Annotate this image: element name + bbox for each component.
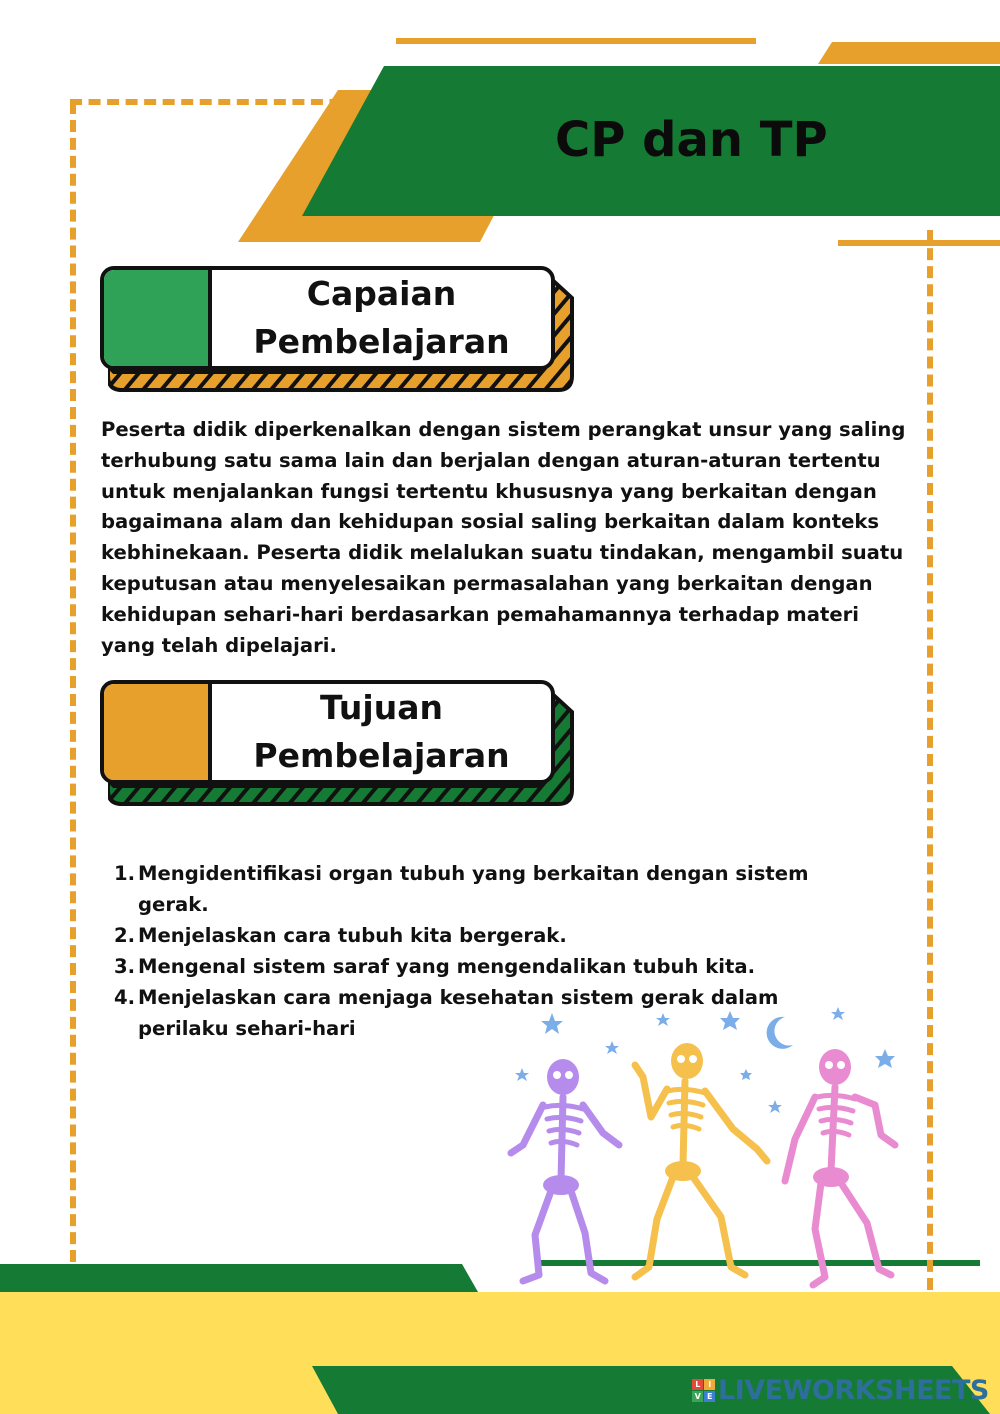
- list-text: Mengenal sistem saraf yang mengendalikan tubuh kita.: [138, 955, 756, 978]
- skeleton-pink-icon: [785, 1049, 895, 1285]
- list-number: 2.: [114, 924, 136, 947]
- list-number: 4.: [114, 986, 136, 1009]
- list-text: Menjelaskan cara tubuh kita bergerak.: [138, 924, 567, 947]
- tp-color-block: [104, 684, 212, 780]
- logo-letter: I: [704, 1379, 715, 1390]
- logo-letter: V: [692, 1391, 703, 1402]
- list-item: [114, 858, 874, 920]
- cp-body-text: Peserta didik diperkenalkan dengan sistem perangkat unsur yang saling terhubung satu sama lain dan berjalan dengan aturan-aturan tertentu untuk menjalankan fungsi tertentu khususnya yang berkaitan dengan bagaimana alam dan kehidupan sosial saling berkaitan dalam konteks kebhinekaan. Peserta didik melalukan suatu tindakan, mengambil suatu keputusan atau menyelesaikan permasalahan yang berkaitan dengan kehidupan sehari-hari berdasarkan pemahamannya terhadap materi yang telah dipelajari.: [101, 418, 906, 657]
- tp-heading: Tujuan Pembelajaran: [253, 688, 510, 775]
- list-text: Menjelaskan cara menjaga kesehatan sistem gerak dalam perilaku sehari-hari: [138, 986, 779, 1040]
- skeleton-purple-icon: [511, 1059, 619, 1281]
- crescent-moon-icon: [767, 1017, 793, 1049]
- bottom-green-band: [0, 1264, 478, 1292]
- page-title: CP dan TP: [555, 112, 828, 168]
- cp-color-block: [104, 270, 212, 366]
- watermark-text: LIVEWORKSHEETS: [718, 1374, 989, 1406]
- top-orange-band: [818, 42, 1000, 64]
- top-orange-line: [396, 38, 756, 44]
- right-orange-line: [838, 240, 1000, 246]
- list-item: [114, 920, 874, 951]
- logo-letter: E: [704, 1391, 715, 1402]
- cp-heading: Capaian Pembelajaran: [253, 274, 510, 361]
- list-text: Mengidentifikasi organ tubuh yang berkaitan dengan sistem gerak.: [138, 862, 809, 916]
- cp-header-box: [100, 266, 555, 370]
- list-number: 3.: [114, 955, 136, 978]
- skeleton-illustration: [495, 1005, 925, 1290]
- dashed-frame-left: [70, 102, 76, 1262]
- list-item: [114, 951, 874, 982]
- dashed-frame-right: [927, 230, 933, 1290]
- tp-header-box: [100, 680, 555, 784]
- logo-letter: L: [692, 1379, 703, 1390]
- list-number: 1.: [114, 862, 136, 885]
- liveworksheets-watermark: [692, 1372, 989, 1408]
- liveworksheets-logo-icon: [692, 1379, 715, 1402]
- dashed-frame-top: [70, 99, 360, 105]
